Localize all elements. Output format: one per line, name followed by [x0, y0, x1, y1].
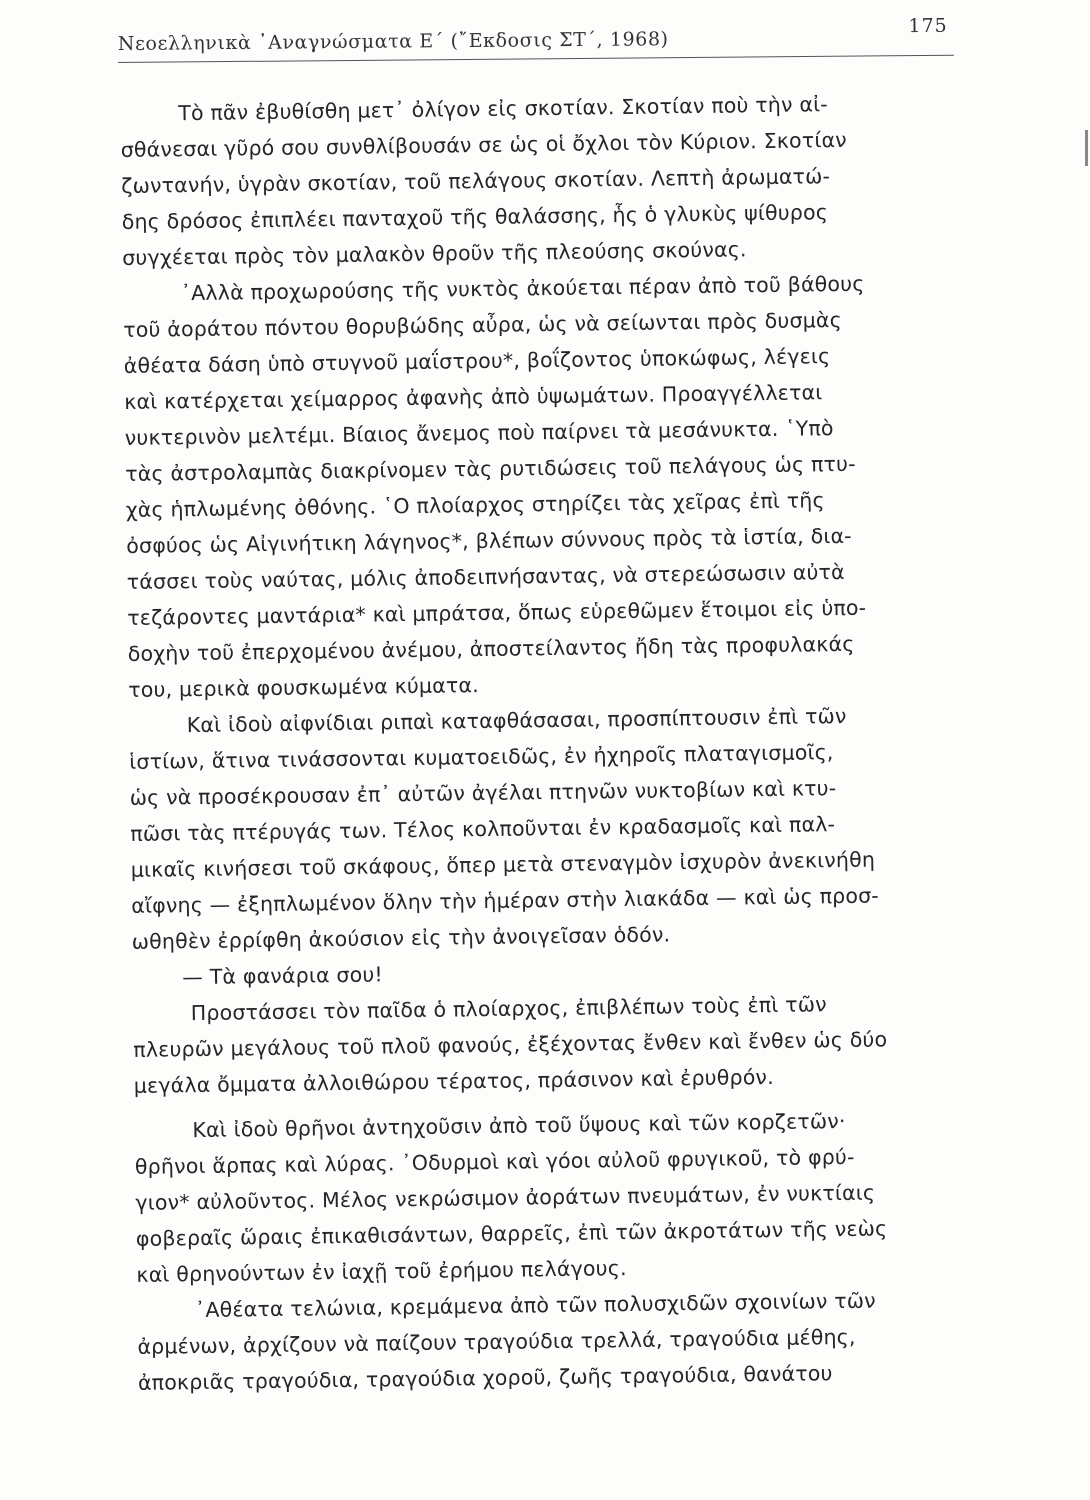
text-line: Προστάσσει τὸν παῖδα ὁ πλοίαρχος, ἐπιβλέπων τοὺς ἐπὶ τῶν	[190, 992, 827, 1026]
text-line: ἀρμένων, ἀρχίζουν νὰ παίζουν τραγούδια τρελλά, τραγούδια μέθης,	[137, 1324, 856, 1359]
text-line: μεγάλα ὄμματα ἀλλοιθώρου τέρατος, πράσινον καὶ ἐρυθρόν.	[133, 1064, 775, 1098]
text-line: τάσσει τοὺς ναύτας, μόλις ἀποδειπνήσαντας, νὰ στερεώσωσιν αὐτὰ	[126, 559, 845, 594]
text-line: φοβεραῖς ὥραις ἐπικαθισάντων, θαρρεῖς, ἐπὶ τῶν ἀκροτάτων τῆς νεὼς	[135, 1216, 888, 1251]
scan-edge-mark	[1085, 130, 1088, 166]
text-line: καὶ θρηνούντων ἐν ἰαχῇ τοῦ ἐρήμου πελάγους.	[136, 1256, 627, 1287]
running-header	[118, 15, 954, 63]
text-line: Τὸ πᾶν ἐβυθίσθη μετ᾿ ὀλίγον εἰς σκοτίαν. Σκοτίαν ποὺ τὴν αἰ-	[178, 92, 829, 126]
text-line: ᾿Αλλὰ προχωρούσης τῆς νυκτὸς ἀκούεται πέραν ἀπὸ τοῦ βάθους	[180, 271, 865, 306]
text-line: νυκτερινὸν μελτέμι. Βίαιος ἄνεμος ποὺ παίρνει τὰ μεσάνυκτα. ῾Υπὸ	[124, 416, 834, 450]
body-text	[120, 84, 978, 1401]
text-line: ἀθέατα δάση ὑπὸ στυγνοῦ μαΐστρου*, βοΐζοντος ὑποκώφως, λέγεις	[123, 344, 831, 378]
page-number: 175	[908, 14, 948, 38]
text-line: δοχὴν τοῦ ἐπερχομένου ἀνέμου, ἀποστείλαντος ἤδη τὰς προφυλακάς	[127, 631, 855, 666]
text-line: δης δρόσος ἐπιπλέει πανταχοῦ τῆς θαλάσσης, ἧς ὁ γλυκὺς ψίθυρος	[121, 200, 829, 234]
text-line: συγχέεται πρὸς τὸν μαλακὸν θροῦν τῆς πλεούσης σκούνας.	[122, 237, 747, 270]
text-line: τεζάροντες μαντάρια* καὶ μπράτσα, ὅπως εὑρεθῶμεν ἕτοιμοι εἰς ὑπο-	[127, 595, 867, 630]
text-line: ἀποκριᾶς τραγούδια, τραγούδια χοροῦ, ζωῆς τραγούδια, θανάτου	[137, 1361, 833, 1395]
text-line: πῶσι τὰς πτέρυγάς των. Τέλος κολποῦνται ἐν κραδασμοῖς καὶ παλ-	[130, 812, 836, 846]
text-line: του, μερικὰ φουσκωμένα κύματα.	[128, 673, 480, 702]
text-line: ὀσφύος ὡς Αἰγινήτικη λάγηνος*, βλέπων σύννους πρὸς τὰ ἱστία, δια-	[126, 523, 852, 558]
text-line: Καὶ ἰδοὺ αἰφνίδιαι ριπαὶ καταφθάσασαι, προσπίπτουσιν ἐπὶ τῶν	[186, 703, 847, 738]
text-line: — Τὰ φανάρια σου!	[182, 962, 384, 990]
text-line: σθάνεσαι γῦρό σου συνθλίβουσάν σε ὡς οἱ ὄχλοι τὸν Κύριον. Σκοτίαν	[120, 127, 848, 162]
text-line: τὰς ἀστρολαμπὰς διακρίνομεν τὰς ρυτιδώσεις τοῦ πελάγους ὡς πτυ-	[125, 451, 856, 486]
text-line: αἴφνης — ἐξηπλωμένον ὅλην τὴν ἡμέραν στὴν λιακάδα — καὶ ὡς προσ-	[131, 883, 880, 918]
text-line: θρῆνοι ἅρπας καὶ λύρας. ᾿Οδυρμοὶ καὶ γόοι αὐλοῦ φρυγικοῦ, τὸ φρύ-	[134, 1144, 855, 1179]
text-line: πλευρῶν μεγάλους τοῦ πλοῦ φανούς, ἐξέχοντας ἔνθεν καὶ ἔνθεν ὡς δύο	[133, 1027, 888, 1062]
text-line: ζωντανήν, ὑγρὰν σκοτίαν, τοῦ πελάγους σκοτίαν. Λεπτὴ ἀρωματώ-	[121, 164, 831, 198]
text-line: γιον* αὐλοῦντος. Μέλος νεκρώσιμον ἀοράτων πνευμάτων, ἐν νυκτίαις	[135, 1180, 876, 1215]
text-line: χὰς ἡπλωμένης ὀθόνης. ῾Ο πλοίαρχος στηρίζει τὰς χεῖρας ἐπὶ τῆς	[125, 488, 825, 522]
text-line: ἱστίων, ἅτινα τινάσσονται κυματοειδῶς, ἐν ἠχηροῖς πλαταγισμοῖς,	[129, 740, 834, 774]
running-title: Νεοελληνικὰ ᾿Αναγνώσματα Ε΄ (῎Εκδοσις ΣΤ΄, 1968)	[117, 28, 669, 56]
text-line: Καὶ ἰδοὺ θρῆνοι ἀντηχοῦσιν ἀπὸ τοῦ ὕψους καὶ τῶν κορζετῶν·	[192, 1108, 846, 1143]
text-line: μικαῖς κινήσεσι τοῦ σκάφους, ὅπερ μετὰ στεναγμὸν ἰσχυρὸν ἀνεκινήθη	[130, 847, 876, 882]
text-line: ᾿Αθέατα τελώνια, κρεμάμενα ἀπὸ τῶν πολυσχιδῶν σχοινίων τῶν	[194, 1288, 876, 1323]
text-line: ὡς νὰ προσέκρουσαν ἐπ᾿ αὐτῶν ἀγέλαι πτηνῶν νυκτοβίων καὶ κτυ-	[129, 776, 837, 810]
text-line: καὶ κατέρχεται χείμαρρος ἀφανὴς ἀπὸ ὑψωμάτων. Προαγγέλλεται	[124, 380, 823, 414]
text-line: τοῦ ἀοράτου πόντου θορυβώδης αὖρα, ὡς νὰ σείωνται πρὸς δυσμὰς	[123, 307, 843, 342]
text-line: ωθηθὲν ἐρρίφθη ἀκούσιον εἰς τὴν ἀνοιγεῖσαν ὁδόν.	[131, 922, 671, 954]
